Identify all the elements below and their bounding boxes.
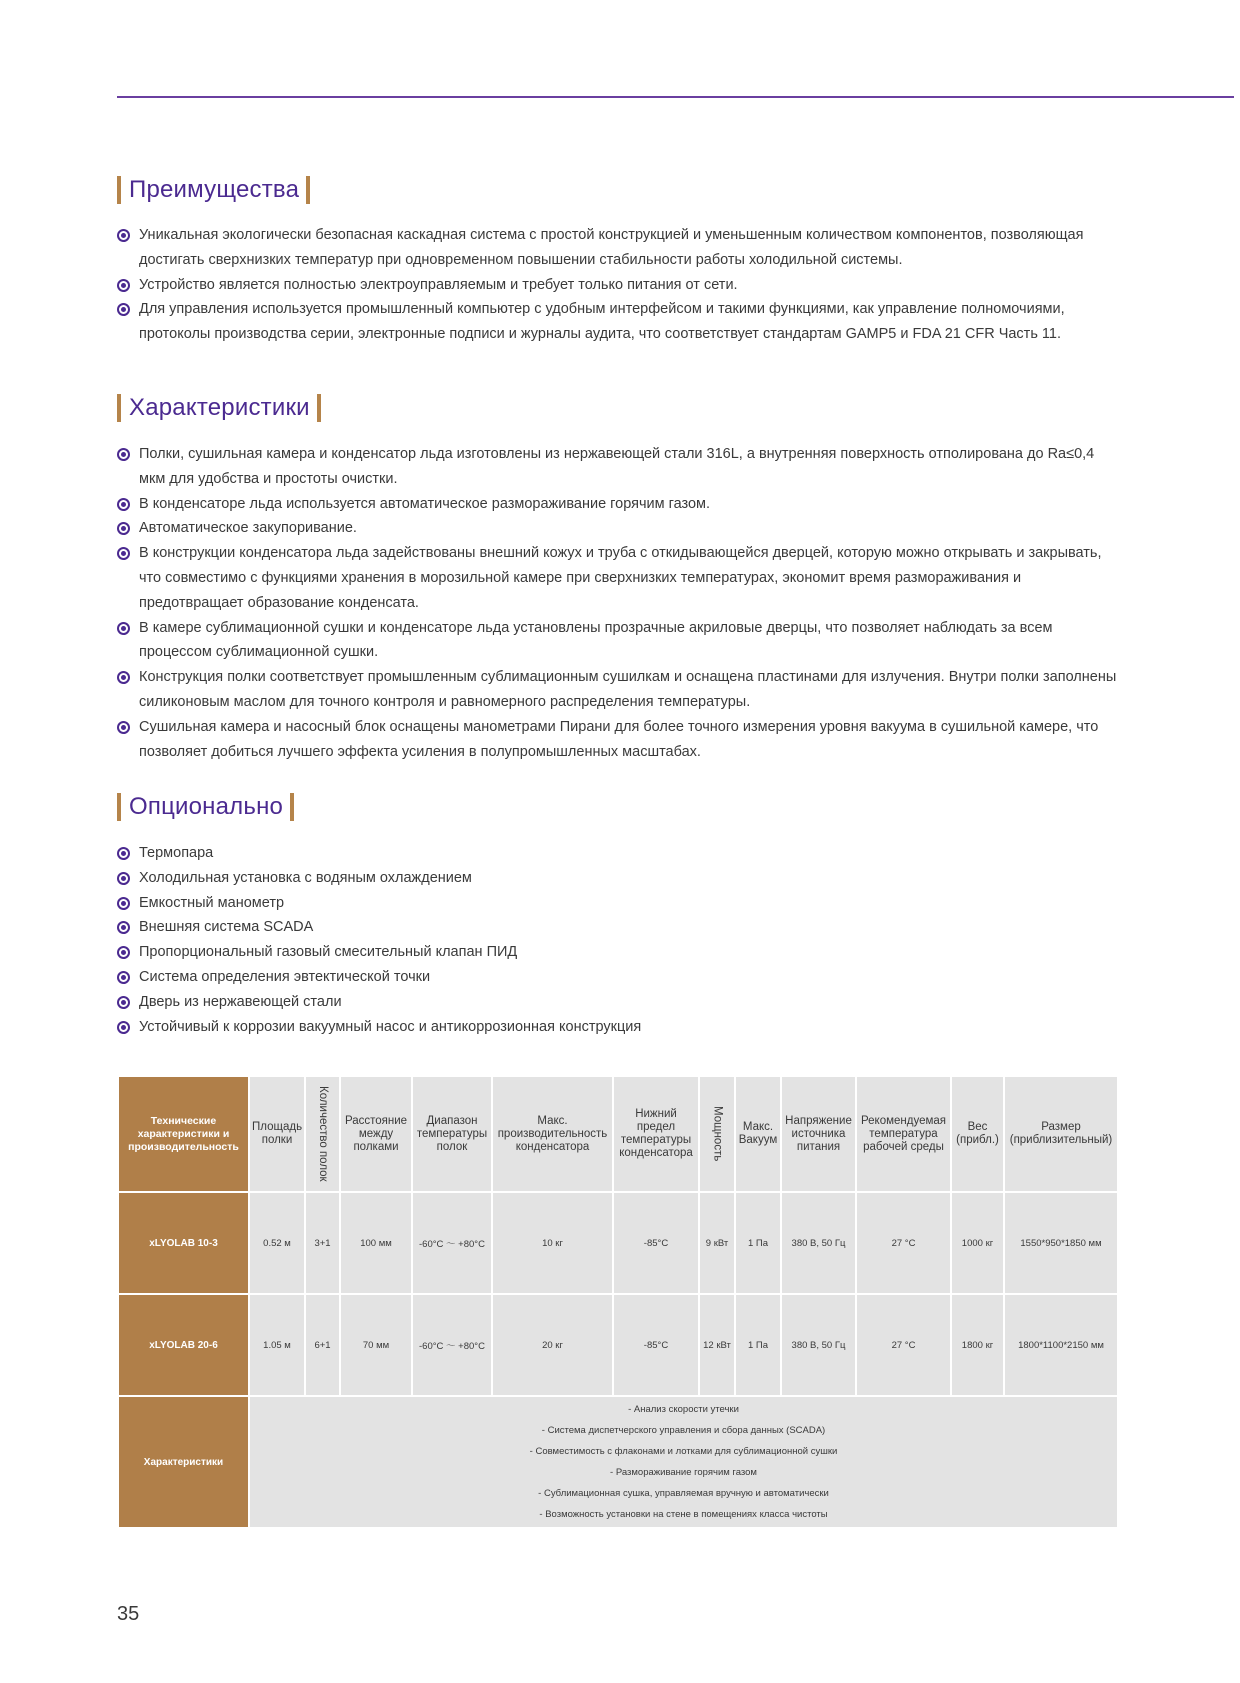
table-cell: 70 мм <box>340 1294 412 1396</box>
table-row-header: xLYOLAB 20-6 <box>118 1294 249 1396</box>
table-header-cell: Размер (приблизительный) <box>1004 1076 1118 1192</box>
features-list <box>117 442 1117 764</box>
table-header-row <box>118 1076 1118 1192</box>
table-cell: 20 кг <box>492 1294 613 1396</box>
table-cell: 380 В, 50 Гц <box>781 1294 856 1396</box>
table-cell: 10 кг <box>492 1192 613 1294</box>
table-cell: -60°C ～ +80°C <box>412 1294 492 1396</box>
title-bar-right <box>317 394 321 422</box>
table-header-cell: Рекомендуемая температура рабочей среды <box>856 1076 951 1192</box>
bullet-icon <box>117 547 130 560</box>
bullet-icon <box>117 279 130 292</box>
list-item: Холодильная установка с водяным охлаждением <box>117 866 1117 891</box>
feature-line: - Сублимационная сушка, управляемая вручную и автоматически <box>538 1488 829 1499</box>
list-item: Термопара <box>117 841 1117 866</box>
bullet-icon <box>117 971 130 984</box>
section-title-text: Опционально <box>129 793 284 820</box>
bullet-icon <box>117 847 130 860</box>
table-cell: -85°C <box>613 1294 699 1396</box>
table-cell: 1.05 м <box>249 1294 305 1396</box>
bullet-icon <box>117 303 130 316</box>
title-bar-left <box>117 793 121 821</box>
table-cell: 380 В, 50 Гц <box>781 1192 856 1294</box>
bullet-icon <box>117 921 130 934</box>
feature-line: - Возможность установки на стене в помещениях класса чистоты <box>539 1509 828 1520</box>
title-bar-right <box>306 176 310 204</box>
bullet-icon <box>117 229 130 242</box>
table-cell: 9 кВт <box>699 1192 735 1294</box>
advantages-list <box>117 223 1117 347</box>
table-row-header: Характеристики <box>118 1396 249 1528</box>
table-cell: 12 кВт <box>699 1294 735 1396</box>
table-row <box>118 1294 1118 1396</box>
bullet-icon <box>117 498 130 511</box>
table-cell: 6+1 <box>305 1294 340 1396</box>
feature-line: - Размораживание горячим газом <box>610 1467 757 1478</box>
bullet-icon <box>117 1021 130 1034</box>
bullet-icon <box>117 622 130 635</box>
list-item: Сушильная камера и насосный блок оснащены манометрами Пирани для более точного измерения уровня вакуума в сушильной камере, что позволяет добиться лучшего эффекта усиления в полупромышленных масштабах. <box>117 715 1117 765</box>
list-item: Устройство является полностью электроуправляемым и требует только питания от сети. <box>117 273 1117 298</box>
title-bar-left <box>117 176 121 204</box>
table-cell: 1800*1100*2150 мм <box>1004 1294 1118 1396</box>
list-item: Для управления используется промышленный компьютер с удобным интерфейсом и такими функциями, как управление полномочиями, протоколы производства серии, электронные подписи и журналы аудита, что соответствует стандартам GAMP5 и FDA 21 CFR Часть 11. <box>117 297 1117 347</box>
spec-table <box>117 1075 1119 1529</box>
feature-line: - Система диспетчерского управления и сбора данных (SCADA) <box>541 1425 826 1436</box>
section-title-optional <box>117 792 294 822</box>
list-item: Дверь из нержавеющей стали <box>117 990 1117 1015</box>
section-title-features <box>117 393 321 423</box>
table-cell: 1800 кг <box>951 1294 1004 1396</box>
table-row-header: xLYOLAB 10-3 <box>118 1192 249 1294</box>
list-item: Пропорциональный газовый смесительный клапан ПИД <box>117 940 1117 965</box>
table-header-cell: Мощность <box>699 1076 735 1192</box>
bullet-icon <box>117 671 130 684</box>
table-cell: 1 Па <box>735 1294 781 1396</box>
table-header-cell: Диапазон температуры полок <box>412 1076 492 1192</box>
bullet-icon <box>117 872 130 885</box>
table-header-cell: Макс. Вакуум <box>735 1076 781 1192</box>
table-cell: 3+1 <box>305 1192 340 1294</box>
list-item: В конденсаторе льда используется автоматическое размораживание горячим газом. <box>117 492 1117 517</box>
list-item: Емкостный манометр <box>117 891 1117 916</box>
table-cell: 1 Па <box>735 1192 781 1294</box>
section-title-text: Характеристики <box>129 394 310 421</box>
table-cell: -85°C <box>613 1192 699 1294</box>
bullet-icon <box>117 996 130 1009</box>
optional-list <box>117 841 1117 1039</box>
list-item: Внешняя система SCADA <box>117 915 1117 940</box>
list-item: Полки, сушильная камера и конденсатор льда изготовлены из нержавеющей стали 316L, а внутренняя поверхность отполирована до Ra≤0,4 мкм для удобства и простоты очистки. <box>117 442 1117 492</box>
title-bar-right <box>290 793 294 821</box>
table-cell: 27 °C <box>856 1192 951 1294</box>
table-cell: 0.52 м <box>249 1192 305 1294</box>
table-header-cell: Нижний предел температуры конденсатора <box>613 1076 699 1192</box>
page-number: 35 <box>117 1603 140 1625</box>
table-header-cell: Макс. производительность конденсатора <box>492 1076 613 1192</box>
bullet-icon <box>117 522 130 535</box>
title-bar-left <box>117 394 121 422</box>
bullet-icon <box>117 946 130 959</box>
section-title-text: Преимущества <box>129 176 300 203</box>
list-item: Устойчивый к коррозии вакуумный насос и антикоррозионная конструкция <box>117 1015 1117 1040</box>
table-header-cell: Вес (прибл.) <box>951 1076 1004 1192</box>
table-row <box>118 1192 1118 1294</box>
table-header-cell: Расстояние между полками <box>340 1076 412 1192</box>
section-title-advantages <box>117 175 310 205</box>
list-item: Конструкция полки соответствует промышленным сублимационным сушилкам и оснащена пластинами для излучения. Внутри полки заполнены силиконовым маслом для точного контроля и равномерного распределения температуры. <box>117 665 1117 715</box>
bullet-icon <box>117 897 130 910</box>
table-cell: -60°C ～ +80°C <box>412 1192 492 1294</box>
list-item: В камере сублимационной сушки и конденсаторе льда установлены прозрачные акриловые дверцы, что позволяет наблюдать за всем процессом сублимационной сушки. <box>117 616 1117 666</box>
table-header-cell: Площадь полки <box>249 1076 305 1192</box>
list-item: Автоматическое закупоривание. <box>117 516 1117 541</box>
table-row-features <box>118 1396 1118 1528</box>
table-cell: 1000 кг <box>951 1192 1004 1294</box>
header-rule <box>117 96 1234 98</box>
feature-line: - Анализ скорости утечки <box>628 1404 739 1415</box>
table-cell: 1550*950*1850 мм <box>1004 1192 1118 1294</box>
table-cell: 100 мм <box>340 1192 412 1294</box>
feature-line: - Совместимость с флаконами и лотками для сублимационной сушки <box>529 1446 838 1457</box>
bullet-icon <box>117 448 130 461</box>
table-header-cell: Количество полок <box>305 1076 340 1192</box>
table-header-cell: Технические характеристики и производительность <box>118 1076 249 1192</box>
list-item: Система определения эвтектической точки <box>117 965 1117 990</box>
table-header-cell: Напряжение источника питания <box>781 1076 856 1192</box>
list-item: В конструкции конденсатора льда задействованы внешний кожух и труба с откидывающейся дверцей, которую можно открывать и закрывать, что совместимо с функциями хранения в морозильной камере при сверхнизких температурах, экономит время размораживания и предотвращает образование конденсата. <box>117 541 1117 615</box>
list-item: Уникальная экологически безопасная каскадная система с простой конструкцией и уменьшенным количеством компонентов, позволяющая достигать сверхнизких температур при одновременном повышении стабильности работы холодильной системы. <box>117 223 1117 273</box>
features-cell <box>249 1396 1118 1528</box>
bullet-icon <box>117 721 130 734</box>
table-cell: 27 °C <box>856 1294 951 1396</box>
